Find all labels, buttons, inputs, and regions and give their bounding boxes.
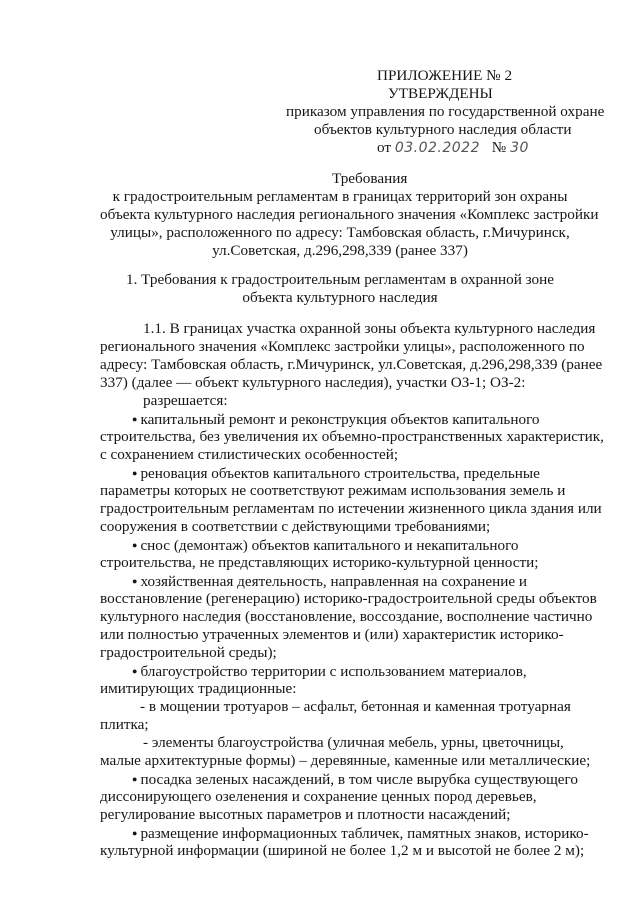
title-line-3: улицы», расположенного по адресу: Тамбовская область, г.Мичуринск,: [110, 224, 570, 241]
bullet-3-line-2: строительства, не представляющих историко-культурной ценности;: [100, 554, 539, 571]
bullet-2-line-3: градостроительным регламентам по истечении жизненного цикла здания или: [100, 500, 602, 517]
bullet-icon: ●: [132, 774, 138, 784]
bullet-1-line-2: строительства, без увеличения их объемно-пространственных характеристик,: [100, 428, 604, 445]
title-line-4: ул.Советская, д.296,298,339 (ранее 337): [212, 242, 468, 259]
approved-label: УТВЕРЖДЕНЫ: [388, 85, 493, 102]
bullet-2-line-1: ● реновация объектов капитального строительства, предельные: [132, 465, 540, 482]
p1-line-2: регионального значения «Комплекс застройки улицы», расположенного по: [100, 338, 585, 355]
bullet-4-line-3: культурного наследия (восстановление, воссоздание, восполнение частично: [100, 608, 593, 625]
title-line-2: объекта культурного наследия регионального значения «Комплекс застройки: [100, 206, 599, 223]
bullet-4-line-1: ● хозяйственная деятельность, направленная на сохранение и: [132, 573, 528, 590]
section-heading-line-2: объекта культурного наследия: [242, 289, 438, 306]
dash-2-line-2: малые архитектурные формы) – деревянные, каменные или металлические;: [100, 752, 591, 769]
order-line-1: приказом управления по государственной охране: [286, 103, 605, 120]
dash-1-line-2: плитка;: [100, 716, 149, 733]
bullet-4-line-5: градостроительной среды);: [100, 644, 277, 661]
bullet-icon: ●: [132, 828, 138, 838]
doc-title: Требования: [332, 170, 408, 187]
p1-line-3: адресу: Тамбовская область, г.Мичуринск, ул.Советская, д.296,298,339 (ранее: [100, 356, 603, 373]
bullet-4-line-2: восстановление (регенерацию) историко-градостроительной среды объектов: [100, 590, 597, 607]
bullet-7-line-1: ● размещение информационных табличек, памятных знаков, историко-: [132, 825, 589, 842]
bullet-5-line-2: имитирующих традиционные:: [100, 680, 297, 697]
bullet-4-line-4: или полностью утраченных элементов и (или) характеристик историко-: [100, 626, 564, 643]
dash-1-line-1: - в мощении тротуаров – асфальт, бетонная и каменная тротуарная: [140, 698, 571, 715]
p1-line-1: 1.1. В границах участка охранной зоны объекта культурного наследия: [143, 320, 596, 337]
bullet-icon: ●: [132, 666, 138, 676]
order-number: 30: [510, 140, 529, 156]
bullet-icon: ●: [132, 576, 138, 586]
bullet-5-line-1: ● благоустройство территории с использованием материалов,: [132, 663, 527, 680]
section-heading-line-1: 1. Требования к градостроительным регламентам в охранной зоне: [125, 271, 555, 288]
bullet-6-line-1: ● посадка зеленых насаждений, в том числе вырубка существующего: [132, 771, 578, 788]
date-prefix: от: [377, 139, 392, 156]
order-date: 03.02.2022: [394, 140, 480, 156]
order-date-line: [377, 139, 529, 157]
allowed-label: разрешается:: [143, 392, 228, 409]
p1-line-4: 337) (далее — объект культурного наследия), участки ОЗ-1; ОЗ-2:: [100, 374, 526, 391]
bullet-icon: ●: [132, 540, 138, 550]
bullet-1-line-3: с сохранением стилистических особенностей;: [100, 446, 399, 463]
bullet-2-line-2: параметры которых не соответствуют режимам использования земель и: [100, 482, 566, 499]
bullet-6-line-3: регулирование высотных параметров и плотности насаждений;: [100, 806, 511, 823]
bullet-icon: ●: [132, 414, 138, 424]
bullet-2-line-4: сооружения в соответствии с действующими требованиями;: [100, 518, 491, 535]
bullet-1-line-1: ● капитальный ремонт и реконструкция объектов капитального: [132, 411, 540, 428]
bullet-7-line-2: культурной информации (шириной не более 1,2 м и высотой не более 2 м);: [100, 842, 585, 859]
appendix-label: ПРИЛОЖЕНИЕ № 2: [377, 67, 513, 84]
dash-2-line-1: - элементы благоустройства (уличная мебель, урны, цветочницы,: [143, 734, 564, 751]
number-prefix: №: [491, 139, 507, 156]
title-line-1: к градостроительным регламентам в границах территорий зон охраны: [112, 188, 568, 205]
order-line-2: объектов культурного наследия области: [314, 121, 572, 138]
bullet-6-line-2: диссонирующего озеленения и сохранение ценных пород деревьев,: [100, 788, 537, 805]
bullet-icon: ●: [132, 468, 138, 478]
bullet-3-line-1: ● снос (демонтаж) объектов капитального и некапитального: [132, 537, 519, 554]
